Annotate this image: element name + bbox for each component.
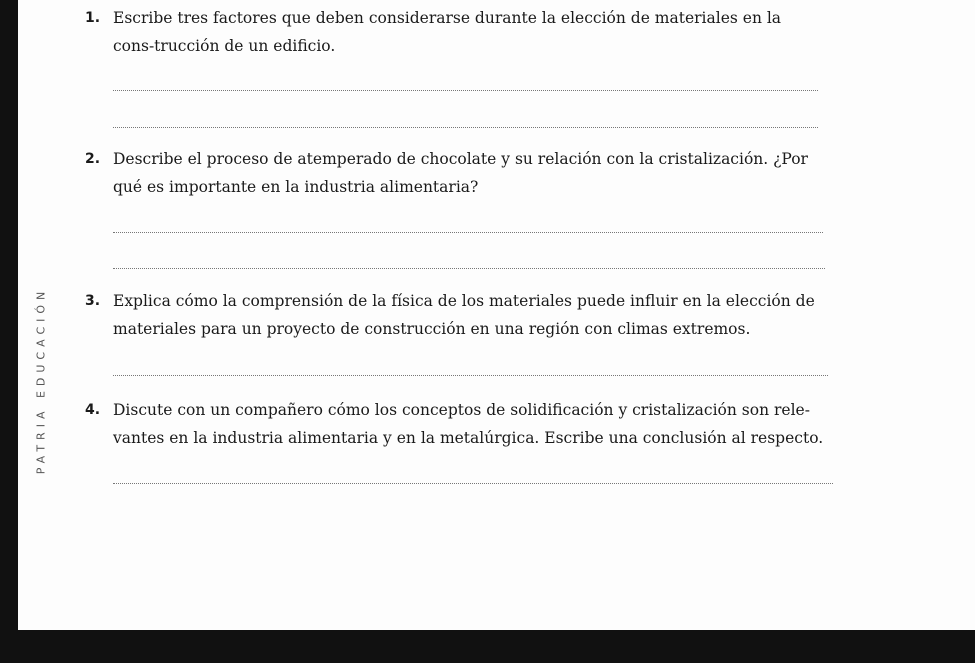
question-2 bbox=[85, 145, 833, 201]
question-4 bbox=[85, 396, 838, 452]
question-3 bbox=[85, 287, 838, 343]
answer-line[interactable] bbox=[113, 127, 818, 128]
publisher-name: PATRIA EDUCACIÓN bbox=[34, 286, 48, 474]
question-text: Explica cómo la comprensión de la física de los materiales puede influir en la elección de materiales para un proyecto de construcción en una región con climas extremos. bbox=[113, 292, 815, 338]
answer-line[interactable] bbox=[113, 90, 818, 91]
answer-line[interactable] bbox=[113, 483, 833, 484]
question-number: 3. bbox=[85, 293, 101, 309]
question-number: 2. bbox=[85, 151, 101, 167]
answer-line[interactable] bbox=[113, 375, 828, 376]
question-1 bbox=[85, 4, 823, 60]
answer-line[interactable] bbox=[113, 268, 825, 269]
publisher-spine-label bbox=[34, 270, 48, 490]
question-text: Discute con un compañero cómo los conceptos de solidificación y cristalización son rele-vantes en la industria alimentaria y en la metalúrgica. Escribe una conclusión al respecto. bbox=[113, 401, 824, 447]
question-number: 1. bbox=[85, 10, 101, 26]
answer-line[interactable] bbox=[113, 232, 823, 233]
question-number: 4. bbox=[85, 402, 101, 418]
question-text: Escribe tres factores que deben considerarse durante la elección de materiales en la cons-trucción de un edificio. bbox=[113, 9, 782, 55]
question-text: Describe el proceso de atemperado de chocolate y su relación con la cristalización. ¿Por qué es importante en la industria alimentaria? bbox=[113, 150, 808, 196]
